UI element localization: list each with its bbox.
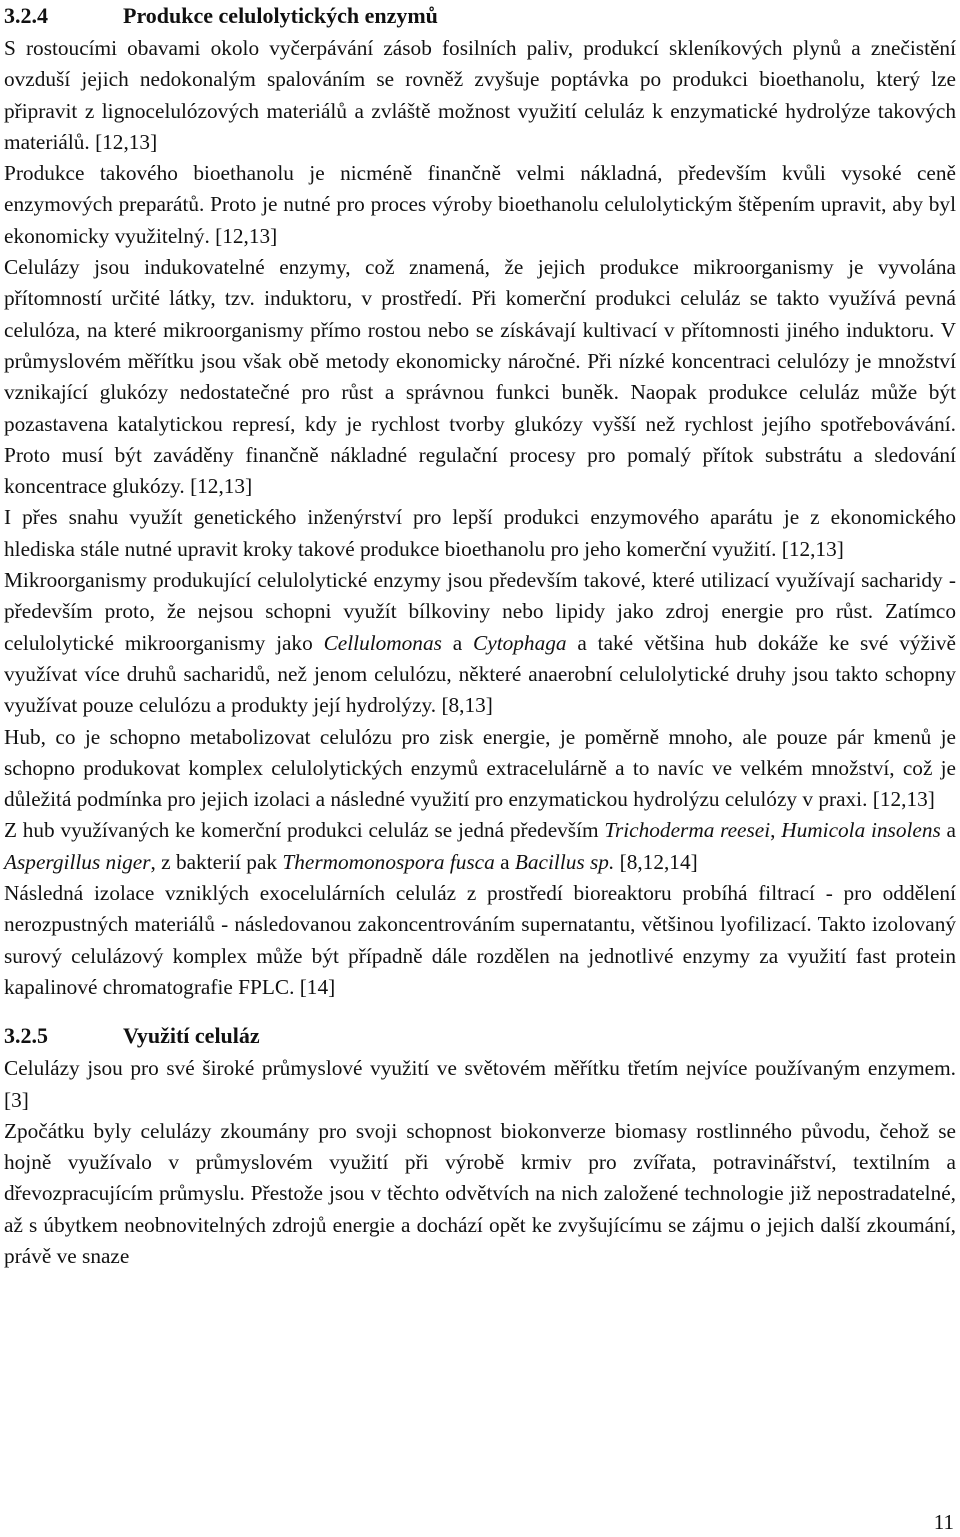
paragraph — [4, 722, 956, 816]
text-run: , z bakterií pak — [150, 849, 283, 874]
text-run: Celulázy jsou pro své široké průmyslové využití ve světovém měřítku třetím nejvíce používaným enzymem. [3] — [4, 1056, 956, 1112]
section-number: 3.2.4 — [4, 3, 48, 28]
italic-text: Cytophaga — [473, 630, 567, 655]
section-body — [4, 1053, 956, 1272]
text-run: [8,12,14] — [614, 849, 698, 874]
paragraph — [4, 252, 956, 502]
section-heading — [4, 1020, 956, 1051]
text-run: a — [940, 818, 956, 843]
italic-text: Cellulomonas — [323, 630, 442, 655]
text-run: Z hub využívaných ke komerční produkci celuláz se jedná především — [4, 818, 605, 843]
paragraph — [4, 33, 956, 158]
text-run: Produkce takového bioethanolu je nicméně finančně velmi nákladná, především kvůli vysoké ceně enzymových preparátů. Proto je nutné pro proces výroby bioethanolu celulolytickým štěpením upravit, aby byl ekonomicky využitelný. [12,13] — [4, 161, 956, 248]
paragraph — [4, 565, 956, 721]
text-run: I přes snahu využít genetického inženýrství pro lepší produkci enzymového aparátu je z ekonomického hlediska stále nutné upravit kroky takové produkce bioethanolu pro jeho komerční využití. [12,13] — [4, 505, 956, 561]
page-number: 11 — [933, 1510, 954, 1534]
text-run: S rostoucími obavami okolo vyčerpávání zásob fosilních paliv, produkcí skleníkových plynů a znečistění ovzduší jejich nedokonalým spalováním se rovněž zvyšuje poptávka po produkci bioethanolu, který lze připravit z lignocelulózových materiálů a zvláště možnost využití celuláz k enzymatické hydrolýze takových materiálů. [12,13] — [4, 36, 956, 154]
section-body — [4, 33, 956, 1003]
paragraph — [4, 1116, 956, 1272]
italic-text: Trichoderma reesei — [604, 818, 771, 843]
text-run: a také většina hub dokáže ke své výživě využívat více druhů sacharidů, než jenom celulózu, některé anaerobní celulolytické druhy jsou takto schopny využívat pouze celulózu a produkty její hydrolýzy. [8,13] — [4, 630, 956, 718]
text-run: a — [441, 630, 474, 655]
text-run: Hub, co je schopno metabolizovat celulózu pro zisk energie, je poměrně mnoho, ale pouze pár kmenů je schopno produkovat komplex celulolytických enzymů extracelulárně a to navíc ve velkém množství, což je důležitá podmínka pro jejich izolaci a následné využití pro enzymatickou hydrolýzu celulózy v praxi. [12,13] — [4, 724, 956, 812]
text-run: Mikroorganismy produkující celulolytické enzymy jsou především takové, které utilizací využívají sacharidy - především proto, že nejsou schopni využít bílkoviny nebo lipidy jako zdroj energie pro růst. Zatímco celulolytické mikroorganismy jako — [4, 568, 956, 655]
document-page — [4, 0, 956, 1272]
text-run: a — [494, 849, 515, 874]
text-run: Zpočátku byly celulázy zkoumány pro svoji schopnost biokonverze biomasy rostlinného původu, čehož se hojně využívalo v průmyslovém využití při výrobě krmiv pro zvířata, potravinářství, textilním a dřevozpracujícím průmyslu. Přestože jsou v těchto odvětvích na nich založené technologie již nepostradatelné, až s úbytkem neobnovitelných zdrojů energie a dochází opět ke zvyšujícímu se zájmu o jejich další zkoumání, právě ve snaze — [4, 1118, 956, 1268]
text-run: Následná izolace vzniklých exocelulárních celuláz z prostředí bioreaktoru probíhá filtrací - pro oddělení nerozpustných materiálů - následovanou zakoncentrováním supernatantu, většinou lyofilizací. Takto izolovaný surový celulázový komplex může být případně dále rozdělen na jednotlivé enzymy za využití fast protein kapalinové chromatografie FPLC. [14] — [4, 881, 956, 999]
section-title: Využití celuláz — [123, 1023, 260, 1049]
italic-text: Thermomonospora fusca — [282, 849, 495, 874]
paragraph — [4, 815, 956, 878]
paragraph — [4, 502, 956, 565]
paragraph — [4, 158, 956, 252]
section-title: Produkce celulolytických enzymů — [123, 3, 438, 28]
italic-text: Humicola insolens — [781, 818, 941, 843]
section-number: 3.2.5 — [4, 1023, 48, 1049]
paragraph — [4, 1053, 956, 1116]
paragraph — [4, 878, 956, 1003]
section-heading — [4, 0, 956, 31]
italic-text: Bacillus sp. — [514, 849, 615, 874]
italic-text: Aspergillus niger — [4, 849, 151, 874]
text-run: Celulázy jsou indukovatelné enzymy, což znamená, že jejich produkce mikroorganismy je vyvolána přítomností určité látky, tzv. induktoru, v prostředí. Při komerční produkci celuláz se takto využívá pevná celulóza, na které mikroorganismy přímo rostou nebo se získávají kultivací v přítomnosti jiného induktoru. V průmyslovém měřítku jsou však obě metody ekonomicky náročné. Při nízké koncentraci celulózy je množství vznikající glukózy nedostatečné pro růst a správnou funkci buněk. Naopak produkce celuláz může být pozastavena katalytickou represí, kdy je rychlost tvorby glukózy vyšší než rychlost jejího spotřebovávání. Proto musí být zaváděny finančně nákladné regulační procesy pro pomalý přítok substrátu a sledování koncentrace glukózy. [12,13] — [4, 255, 956, 499]
text-run: , — [770, 818, 782, 843]
